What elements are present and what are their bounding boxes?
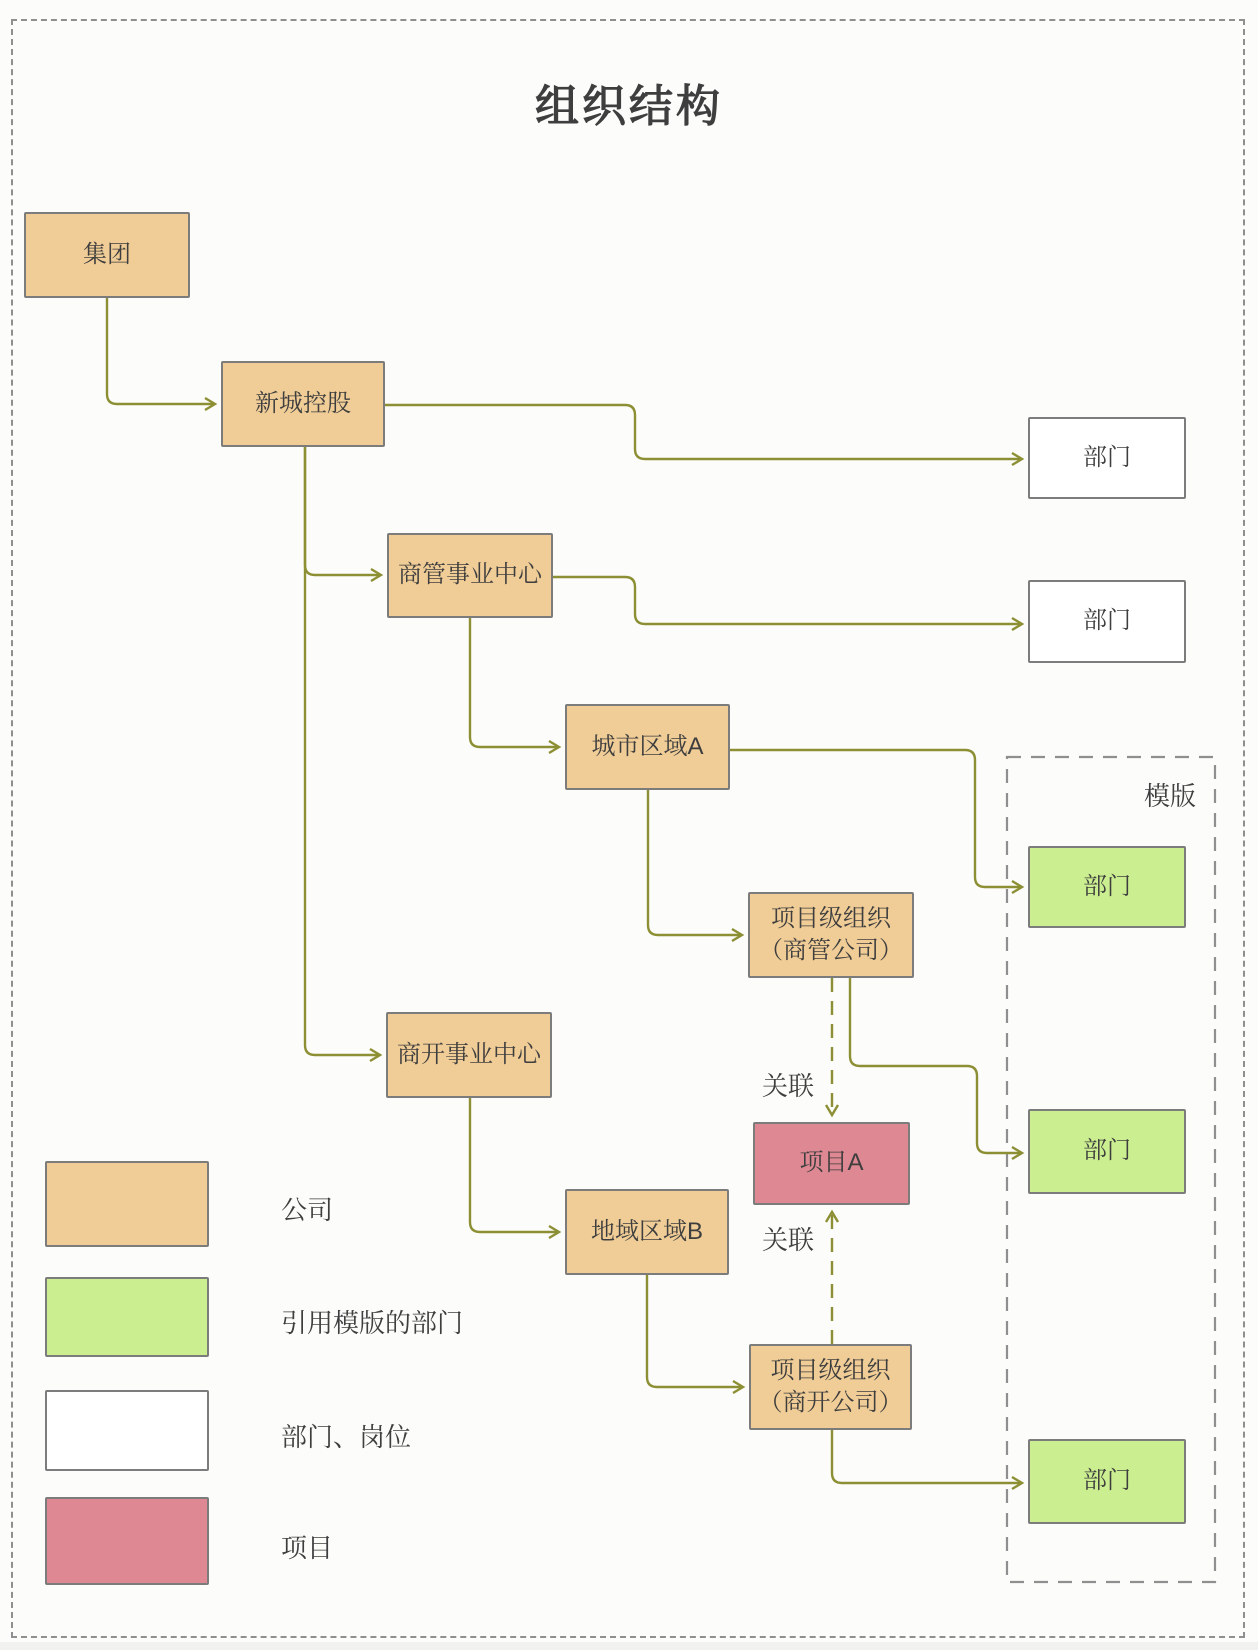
node-label: 商开事业中心	[397, 1040, 541, 1068]
edge-holding-to-dept1	[385, 405, 1021, 459]
legend-label-template-department: 引用模版的部门	[281, 1308, 464, 1338]
node-sg-center[interactable]	[387, 533, 553, 618]
edge-city-a-to-green-dept1	[730, 750, 1021, 887]
page-bottom-strip	[0, 1642, 1258, 1650]
node-label: 部门	[1083, 1467, 1131, 1495]
edge-group-to-holding	[107, 298, 214, 404]
legend-swatch-project	[45, 1497, 209, 1585]
edge-sk-center-to-region-b	[470, 1098, 558, 1232]
node-project-a[interactable]	[753, 1122, 910, 1205]
edge-holding-to-sk-center	[305, 447, 379, 1055]
node-region-b[interactable]	[565, 1189, 729, 1275]
node-sk-center[interactable]	[386, 1012, 552, 1098]
node-city-a[interactable]	[565, 704, 730, 790]
legend-label-company: 公司	[281, 1195, 334, 1225]
node-label: 城市区域A	[591, 732, 704, 760]
node-label: 项目级组织	[771, 904, 891, 932]
node-label: 集团	[83, 240, 131, 268]
legend-swatch-company	[45, 1161, 209, 1247]
node-dept-green-2[interactable]	[1028, 1109, 1186, 1194]
node-label: 项目A	[799, 1149, 864, 1177]
node-holding[interactable]	[221, 361, 385, 447]
node-label: 部门	[1083, 1137, 1131, 1165]
node-label: 项目级组织	[770, 1356, 891, 1384]
node-label: 部门	[1083, 607, 1131, 635]
assoc-label-top: 关联	[762, 1071, 815, 1101]
node-label: 部门	[1083, 443, 1131, 471]
node-group[interactable]	[24, 212, 190, 298]
legend-label-department: 部门、岗位	[281, 1422, 412, 1452]
assoc-label-bottom: 关联	[762, 1225, 815, 1255]
node-dept-green-1[interactable]	[1028, 846, 1186, 928]
node-proj-org-sk[interactable]	[749, 1344, 912, 1430]
edge-region-b-to-proj-org-sk	[647, 1275, 742, 1387]
edge-sg-center-to-dept2	[553, 577, 1021, 624]
node-label: 商管事业中心	[398, 561, 542, 589]
node-dept-white-1[interactable]	[1028, 417, 1186, 499]
diagram-title: 组织结构	[535, 82, 723, 131]
edge-proj-org-sk-to-green-dept3	[832, 1430, 1021, 1483]
legend-label-project: 项目	[281, 1533, 334, 1563]
node-label: 部门	[1083, 872, 1131, 900]
node-label: 新城控股	[255, 389, 351, 417]
legend-swatch-department	[45, 1390, 209, 1471]
node-proj-org-sg[interactable]	[748, 892, 914, 978]
template-group-label: 模版	[1144, 781, 1197, 811]
edge-city-a-to-proj-org-sg	[648, 790, 741, 935]
node-label-line2: （商管公司）	[759, 937, 903, 964]
edge-holding-to-sg-center	[305, 447, 380, 575]
node-dept-white-2[interactable]	[1028, 580, 1186, 663]
edge-sg-center-to-city-a	[470, 618, 558, 747]
node-label: 地域区域B	[590, 1217, 703, 1245]
node-label-line2: （商开公司）	[758, 1389, 903, 1416]
node-dept-green-3[interactable]	[1028, 1439, 1186, 1524]
legend-swatch-template-department	[45, 1277, 209, 1357]
